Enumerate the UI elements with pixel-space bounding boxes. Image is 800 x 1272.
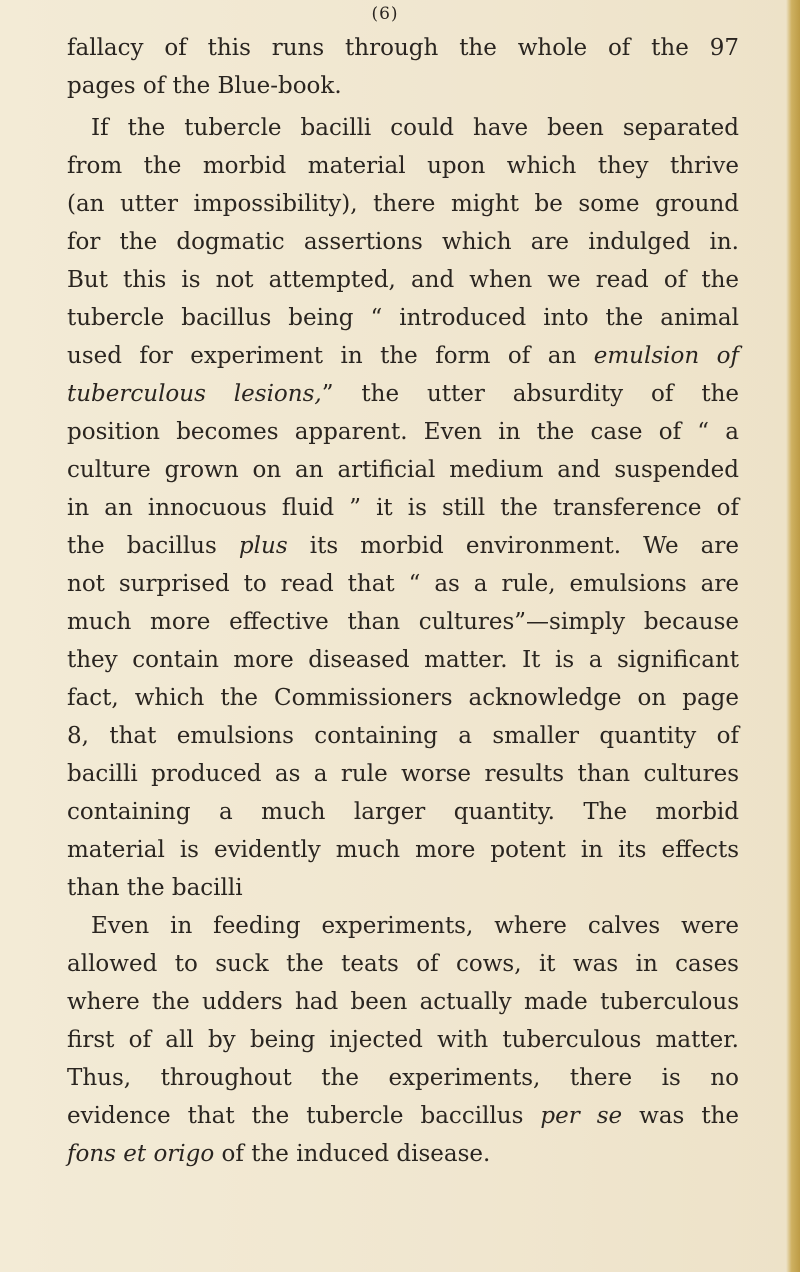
text-line: material is evidently much more potent in its effects bbox=[67, 837, 739, 863]
paragraph bbox=[67, 109, 739, 907]
text-line: fallacy of this runs through the whole of the 97 bbox=[67, 35, 739, 61]
page-number: (6) bbox=[371, 4, 399, 24]
text-line: But this is not attempted, and when we read of the bbox=[67, 267, 739, 293]
text-line: in an innocuous fluid ” it is still the transference of bbox=[67, 495, 739, 521]
text-line: than the bacilli bbox=[67, 875, 243, 901]
text-line: tubercle bacillus being “ introduced into the animal bbox=[67, 305, 739, 331]
italic-phrase: per se bbox=[540, 1103, 623, 1129]
text-line: culture grown on an artificial medium and suspended bbox=[67, 457, 739, 483]
text-line: much more effective than cultures”—simply because bbox=[67, 609, 739, 635]
text-line bbox=[67, 337, 739, 375]
italic-phrase: plus bbox=[238, 533, 288, 559]
text-line bbox=[67, 1135, 739, 1173]
text-span: was the bbox=[622, 1103, 740, 1129]
text-line: If the tubercle bacilli could have been separated bbox=[91, 115, 739, 141]
text-line: bacilli produced as a rule worse results than cultures bbox=[67, 761, 739, 787]
text-line: 8, that emulsions containing a smaller quantity of bbox=[67, 723, 739, 749]
text-span: used for experiment in the form of an bbox=[67, 343, 594, 369]
page-edge bbox=[786, 0, 800, 1272]
text-span: the bacillus bbox=[67, 533, 239, 559]
text-line: they contain more diseased matter. It is a significant bbox=[67, 647, 739, 673]
text-span: of the induced disease. bbox=[214, 1141, 491, 1167]
text-span: its morbid environment. We are bbox=[287, 533, 739, 559]
text-line: for the dogmatic assertions which are indulged in. bbox=[67, 229, 739, 255]
text-line: where the udders had been actually made tuberculous bbox=[67, 989, 739, 1015]
text-line: first of all by being injected with tuberculous matter. bbox=[67, 1027, 739, 1053]
text-span: evidence that the tubercle baccillus bbox=[67, 1103, 541, 1129]
text-line: (an utter impossibility), there might be some ground bbox=[67, 191, 739, 217]
text-line: Even in feeding experiments, where calves were bbox=[91, 913, 739, 939]
paragraph bbox=[67, 907, 739, 1173]
paragraph bbox=[67, 29, 739, 105]
text-line: pages of the Blue-book. bbox=[67, 73, 342, 99]
italic-phrase: fons et origo bbox=[67, 1141, 215, 1167]
body-text bbox=[67, 29, 739, 1173]
text-line: not surprised to read that “ as a rule, emulsions are bbox=[67, 571, 739, 597]
text-line: from the morbid material upon which they thrive bbox=[67, 153, 739, 179]
text-line: allowed to suck the teats of cows, it was in cases bbox=[67, 951, 739, 977]
text-line bbox=[67, 527, 739, 565]
italic-phrase: emulsion of bbox=[593, 343, 739, 369]
text-line bbox=[67, 375, 739, 413]
text-line bbox=[67, 1097, 739, 1135]
text-line: Thus, throughout the experiments, there is no bbox=[67, 1065, 739, 1091]
text-line: fact, which the Commissioners acknowledge on page bbox=[67, 685, 739, 711]
text-span: ” the utter absurdity of the bbox=[321, 381, 739, 407]
italic-phrase: tuberculous lesions, bbox=[67, 381, 322, 407]
text-line: position becomes apparent. Even in the case of “ a bbox=[67, 419, 739, 445]
text-line: containing a much larger quantity. The morbid bbox=[67, 799, 739, 825]
